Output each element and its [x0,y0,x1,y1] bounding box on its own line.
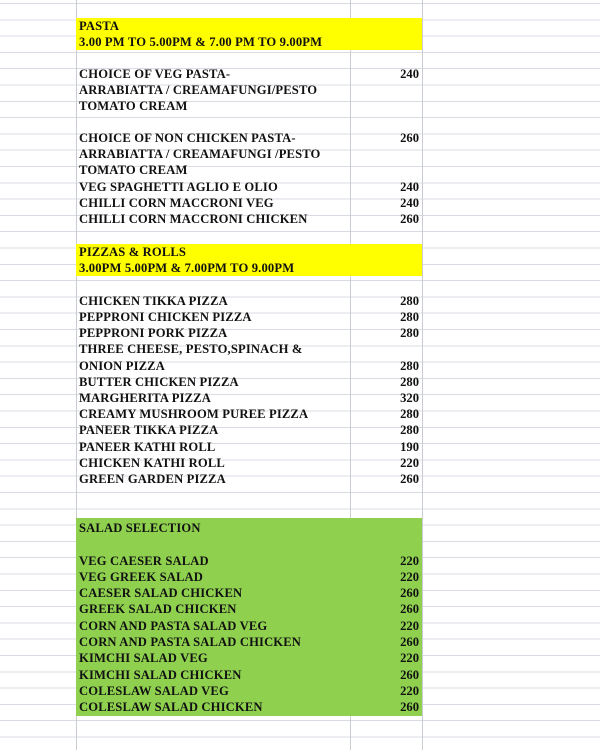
price: 280 [400,310,419,325]
pasta-header-row [76,18,422,34]
price: 280 [400,294,419,309]
menu-item [76,309,422,325]
price: 260 [400,602,419,617]
item-name: CREAMY MUSHROOM PUREE PIZZA [79,407,309,422]
price: 220 [400,456,419,471]
price: 260 [400,668,419,683]
salads-header: SALAD SELECTION [79,521,201,536]
price: 220 [400,651,419,666]
price: 220 [400,554,419,569]
menu-item [76,667,422,683]
item-name: CORN AND PASTA SALAD VEG [79,619,268,634]
item-name: PANEER TIKKA PIZZA [79,423,219,438]
menu-item [76,98,422,114]
item-name: GREEK SALAD CHICKEN [79,602,237,617]
price: 280 [400,423,419,438]
price: 260 [400,212,419,227]
column-divider [422,0,423,750]
menu-item [76,162,422,178]
item-name: CHOICE OF VEG PASTA- [79,67,231,82]
menu-item [76,618,422,634]
price: 240 [400,196,419,211]
price: 320 [400,391,419,406]
item-name: MARGHERITA PIZZA [79,391,211,406]
item-name: COLESLAW SALAD CHICKEN [79,700,263,715]
item-name: TOMATO CREAM [79,99,188,114]
menu-item [76,601,422,617]
menu-item [76,195,422,211]
price: 240 [400,67,419,82]
menu-item [76,422,422,438]
price: 280 [400,326,419,341]
menu-item [76,293,422,309]
menu-item [76,66,422,82]
menu-item [76,553,422,569]
menu-item [76,374,422,390]
item-name: PANEER KATHI ROLL [79,440,216,455]
item-name: CHOICE OF NON CHICKEN PASTA- [79,131,296,146]
item-name: CHILLI CORN MACCRONI VEG [79,196,274,211]
menu-item [76,634,422,650]
pasta-time-row [76,34,422,50]
item-name: ARRABIATTA / CREAMAFUNGI/PESTO [79,83,318,98]
item-name: KIMCHI SALAD CHICKEN [79,668,242,683]
menu-item [76,179,422,195]
pizzas-header: PIZZAS & ROLLS [79,245,187,260]
item-name: CHICKEN TIKKA PIZZA [79,294,228,309]
menu-item [76,325,422,341]
menu-item [76,146,422,162]
menu-item [76,650,422,666]
menu-item [76,341,422,357]
menu-item [76,439,422,455]
item-name: ONION PIZZA [79,359,165,374]
price: 260 [400,635,419,650]
price: 260 [400,472,419,487]
pizzas-header-row [76,244,422,260]
item-name: VEG GREEK SALAD [79,570,204,585]
menu-item [76,130,422,146]
item-name: COLESLAW SALAD VEG [79,684,229,699]
price: 220 [400,684,419,699]
item-name: CORN AND PASTA SALAD CHICKEN [79,635,302,650]
menu-item [76,471,422,487]
item-name: VEG CAESER SALAD [79,554,209,569]
item-name: PEPPRONI PORK PIZZA [79,326,228,341]
item-name: GREEN GARDEN PIZZA [79,472,226,487]
pizzas-time-row [76,260,422,276]
price: 220 [400,570,419,585]
item-name: CAESER SALAD CHICKEN [79,586,243,601]
pizzas-time: 3.00PM 5.00PM & 7.00PM TO 9.00PM [79,261,295,276]
price: 190 [400,440,419,455]
item-name: PEPPRONI CHICKEN PIZZA [79,310,252,325]
item-name: CHILLI CORN MACCRONI CHICKEN [79,212,308,227]
menu-item [76,455,422,471]
menu-item [76,699,422,715]
item-name: CHICKEN KATHI ROLL [79,456,225,471]
item-name: VEG SPAGHETTI AGLIO E OLIO [79,180,278,195]
pasta-header: PASTA [79,19,120,34]
item-name: BUTTER CHICKEN PIZZA [79,375,239,390]
menu-item [76,683,422,699]
menu-item [76,585,422,601]
menu-item [76,406,422,422]
item-name: THREE CHEESE, PESTO,SPINACH & [79,342,303,357]
item-name: TOMATO CREAM [79,163,188,178]
menu-item [76,390,422,406]
item-name: ARRABIATTA / CREAMAFUNGI /PESTO [79,147,321,162]
menu-item [76,82,422,98]
menu-item [76,211,422,227]
price: 240 [400,180,419,195]
menu-item [76,358,422,374]
price: 260 [400,586,419,601]
pasta-time: 3.00 PM TO 5.00PM & 7.00 PM TO 9.00PM [79,35,323,50]
price: 280 [400,407,419,422]
menu-item [76,569,422,585]
price: 280 [400,359,419,374]
price: 220 [400,619,419,634]
item-name: KIMCHI SALAD VEG [79,651,208,666]
price: 260 [400,700,419,715]
price: 260 [400,131,419,146]
salads-header-row [76,520,422,536]
price: 280 [400,375,419,390]
